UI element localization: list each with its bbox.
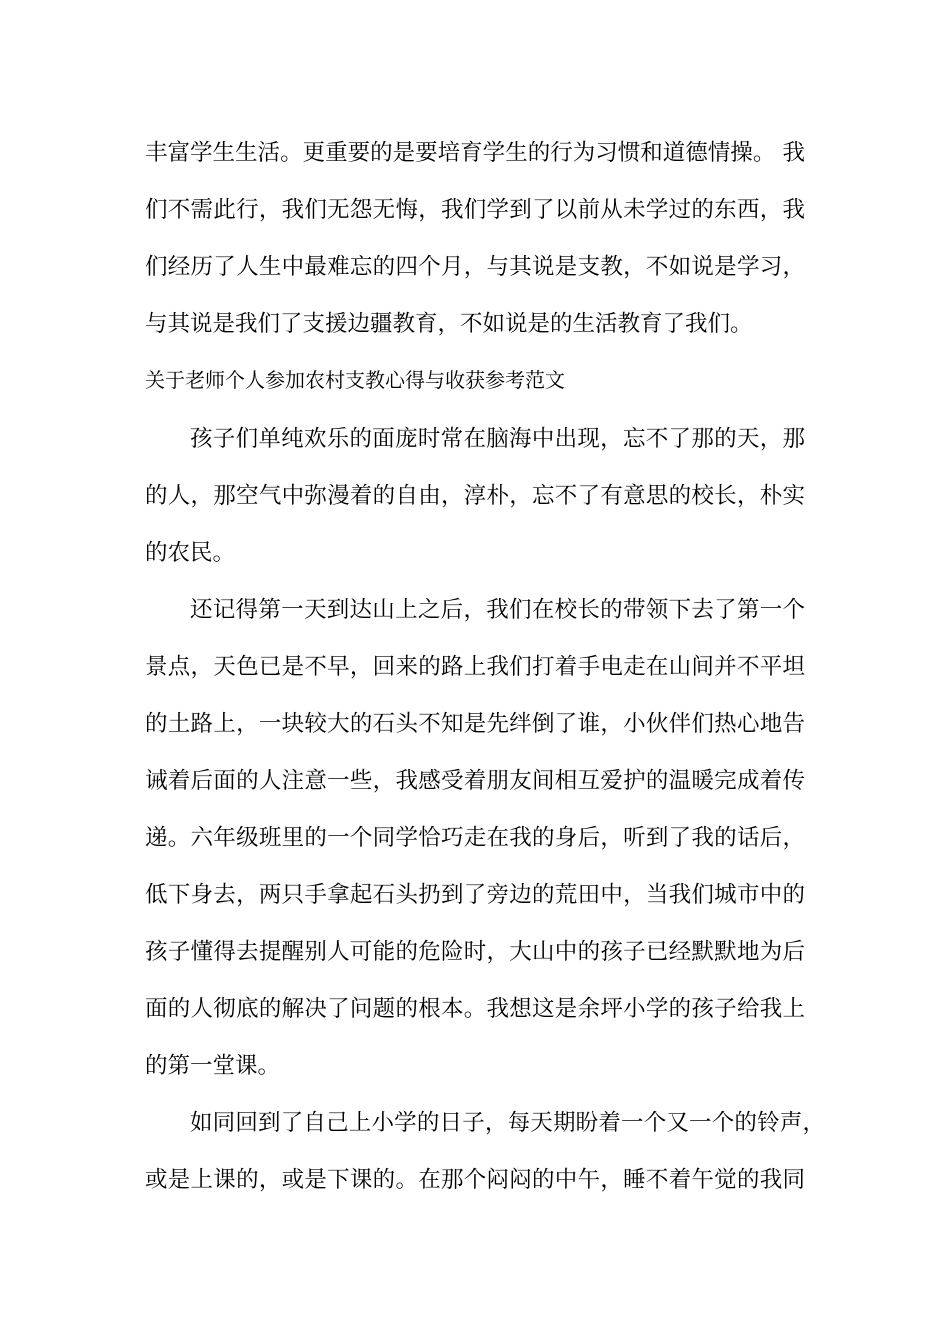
section-heading: 关于老师个人参加农村支教心得与收获参考范文 (145, 368, 565, 392)
paragraph-3-line-6: 低下身去，两只手拿起石头扔到了旁边的荒田中，当我们城市中的 (145, 882, 805, 908)
paragraph-2-line-1: 孩子们单纯欢乐的面庞时常在脑海中出现，忘不了那的天，那 (190, 426, 805, 452)
paragraph-2-line-3: 的农民。 (145, 540, 236, 566)
paragraph-3-line-2: 景点，天色已是不早，回来的路上我们打着手电走在山间并不平坦 (145, 654, 805, 680)
paragraph-1-line-4: 与其说是我们了支援边疆教育，不如说是的生活教育了我们。 (145, 311, 753, 337)
paragraph-4-line-1: 如同回到了自己上小学的日子，每天期盼着一个又一个的铃声， (190, 1110, 825, 1136)
paragraph-1-line-3: 们经历了人生中最难忘的四个月，与其说是支教，不如说是学习， (145, 254, 805, 280)
paragraph-3-line-4: 诫着后面的人注意一些，我感受着朋友间相互爱护的温暖完成着传 (145, 768, 805, 794)
paragraph-3-line-1: 还记得第一天到达山上之后，我们在校长的带领下去了第一个 (190, 597, 805, 623)
paragraph-3-line-9: 的第一堂课。 (145, 1053, 281, 1079)
paragraph-3-line-7: 孩子懂得去提醒别人可能的危险时，大山中的孩子已经默默地为后 (145, 939, 805, 965)
paragraph-4-line-2: 或是上课的，或是下课的。在那个闷闷的中午，睡不着午觉的我同 (145, 1167, 805, 1193)
paragraph-1-line-2: 们不需此行，我们无怨无悔，我们学到了以前从未学过的东西，我 (145, 197, 805, 223)
paragraph-1-line-1: 丰富学生生活。更重要的是要培育学生的行为习惯和道德情操。 我 (145, 140, 805, 166)
paragraph-2-line-2: 的人，那空气中弥漫着的自由，淳朴，忘不了有意思的校长，朴实 (145, 483, 805, 509)
paragraph-3-line-3: 的土路上，一块较大的石头不知是先绊倒了谁，小伙伴们热心地告 (145, 711, 805, 737)
paragraph-3-line-8: 面的人彻底的解决了问题的根本。我想这是余坪小学的孩子给我上 (145, 996, 805, 1022)
paragraph-3-line-5: 递。六年级班里的一个同学恰巧走在我的身后，听到了我的话后， (145, 825, 805, 851)
